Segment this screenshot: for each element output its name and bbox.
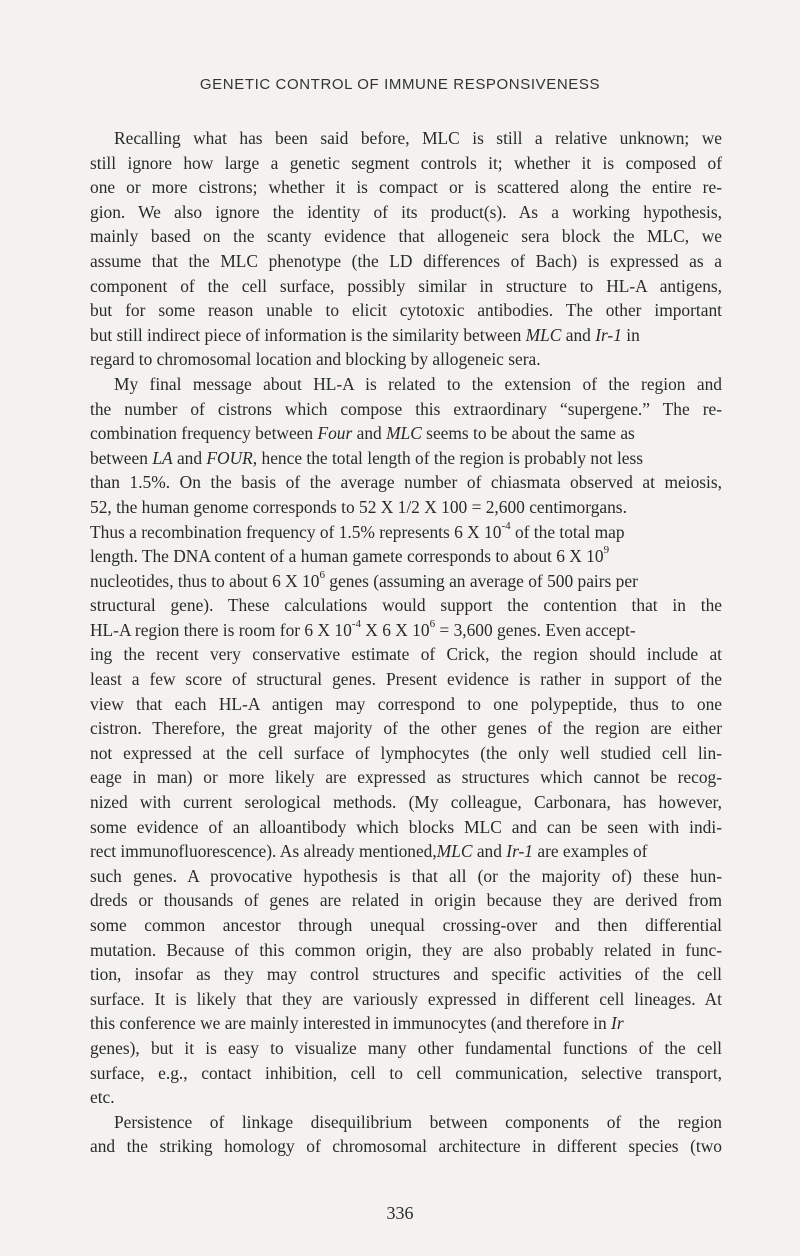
exponent: -4 — [501, 519, 511, 532]
text-line: regard to chromosomal location and blocking by allogeneic sera. — [90, 349, 541, 370]
text-line: least a few score of structural genes. Present evidence is rather in support of the — [90, 669, 722, 690]
text-line: but for some reason unable to elicit cytotoxic antibodies. The other important — [90, 300, 722, 321]
text-line: combination frequency between Four and MLC seems to be about the same as — [90, 423, 635, 444]
text-line: eage in man) or more likely are expressed as structures which cannot be recog- — [90, 767, 722, 788]
exponent: 9 — [603, 544, 610, 557]
text-line: Thus a recombination frequency of 1.5% represents 6 X $10^{-4}$ of the total map — [90, 519, 625, 542]
text-line: cistron. Therefore, the great majority of the other genes of the region are either — [90, 718, 722, 739]
text-line: component of the cell surface, possibly similar in structure to HL-A antigens, — [90, 275, 722, 296]
gene-name: LA — [152, 447, 173, 468]
text-line: 52, the human genome corresponds to 52 X 1/2 X 100 = 2,600 centimorgans. — [90, 496, 627, 517]
text-line: some evidence of an alloantibody which blocks MLC and can be seen with indi- — [90, 816, 722, 837]
text-line: view that each HL-A antigen may correspond to one polypeptide, thus to one — [90, 693, 722, 714]
text-line: ing the recent very conservative estimate of Crick, the region should include at — [90, 644, 722, 665]
gene-name: Ir-1 — [595, 324, 622, 345]
text-line: My final message about HL-A is related to the extension of the region and — [114, 373, 722, 394]
gene-name: MLC — [386, 423, 422, 444]
gene-name: MLC — [525, 324, 562, 345]
text-line: still ignore how large a genetic segment controls it; whether it is composed of — [90, 152, 722, 173]
text-line: gion. We also ignore the identity of its product(s). As a working hypothesis, — [90, 201, 722, 222]
body-text — [90, 126, 722, 1159]
text-line: not expressed at the cell surface of lymphocytes (the only well studied cell lin- — [90, 742, 722, 763]
exponent: 6 — [319, 568, 325, 581]
running-head: GENETIC CONTROL OF IMMUNE RESPONSIVENESS — [199, 76, 601, 93]
text-line: surface. It is likely that they are variously expressed in different cell lineages. At — [90, 988, 722, 1009]
text-line: HL-A region there is room for 6 X $10^{-4}$ X 6 X $10^6 = 3,600$ genes. Even accept- — [90, 618, 636, 640]
gene-name: Ir-1 — [506, 841, 533, 862]
text-line: nized with current serological methods. (My colleague, Carbonara, has however, — [90, 792, 722, 813]
text-line: dreds or thousands of genes are related in origin because they are derived from — [90, 890, 722, 911]
text-line: surface, e.g., contact inhibition, cell to cell communication, selective transport, — [90, 1062, 722, 1083]
page-number: 336 — [386, 1203, 414, 1223]
text-line: but still indirect piece of information is the similarity between MLC and Ir-1 in — [90, 324, 640, 345]
text-line: this conference we are mainly interested in immunocytes (and therefore in Ir — [90, 1013, 624, 1034]
text-line: nucleotides, thus to about 6 X $10^6$ genes (assuming an average of 500 pairs per — [90, 568, 638, 591]
text-line: and the striking homology of chromosomal architecture in different species (two — [90, 1136, 722, 1157]
text-line: etc. — [90, 1087, 115, 1108]
gene-name: FOUR — [206, 447, 253, 468]
text-line: the number of cistrons which compose this extraordinary “supergene.” The re- — [90, 398, 722, 419]
text-line: rect immunofluorescence). As already mentioned,MLC and Ir-1 are examples of — [90, 841, 648, 862]
exponent: -4 — [351, 618, 361, 631]
text-line: mainly based on the scanty evidence that allogeneic sera block the MLC, we — [90, 226, 722, 247]
text-line: some common ancestor through unequal crossing-over and then differential — [90, 915, 722, 935]
text-line: than 1.5%. On the basis of the average number of chiasmata observed at meiosis, — [90, 472, 722, 493]
exponent: 6 — [429, 618, 436, 631]
text-line: mutation. Because of this common origin, they are also probably related in func- — [90, 939, 722, 960]
text-line: one or more cistrons; whether it is compact or is scattered along the entire re- — [90, 177, 722, 198]
text-line: such genes. A provocative hypothesis is that all (or the majority of) these hun- — [90, 865, 722, 886]
text-line: length. The DNA content of a human gamete corresponds to about 6 X $10^9$ — [90, 544, 610, 567]
text-line: assume that the MLC phenotype (the LD differences of Bach) is expressed as a — [90, 250, 722, 271]
text-line: Recalling what has been said before, MLC is still a relative unknown; we — [114, 128, 722, 148]
text-line: genes), but it is easy to visualize many other fundamental functions of the cell — [90, 1037, 722, 1058]
gene-name: MLC — [436, 841, 473, 862]
text-line: between LA and FOUR, hence the total length of the region is probably not less — [90, 447, 644, 468]
gene-name: Four — [317, 423, 353, 444]
text-line: tion, insofar as they may control structures and specific activities of the cell — [90, 964, 722, 985]
text-line: Persistence of linkage disequilibrium between components of the region — [114, 1111, 722, 1132]
gene-name: Ir — [611, 1013, 624, 1034]
text-line: structural gene). These calculations would support the contention that in the — [90, 595, 722, 616]
